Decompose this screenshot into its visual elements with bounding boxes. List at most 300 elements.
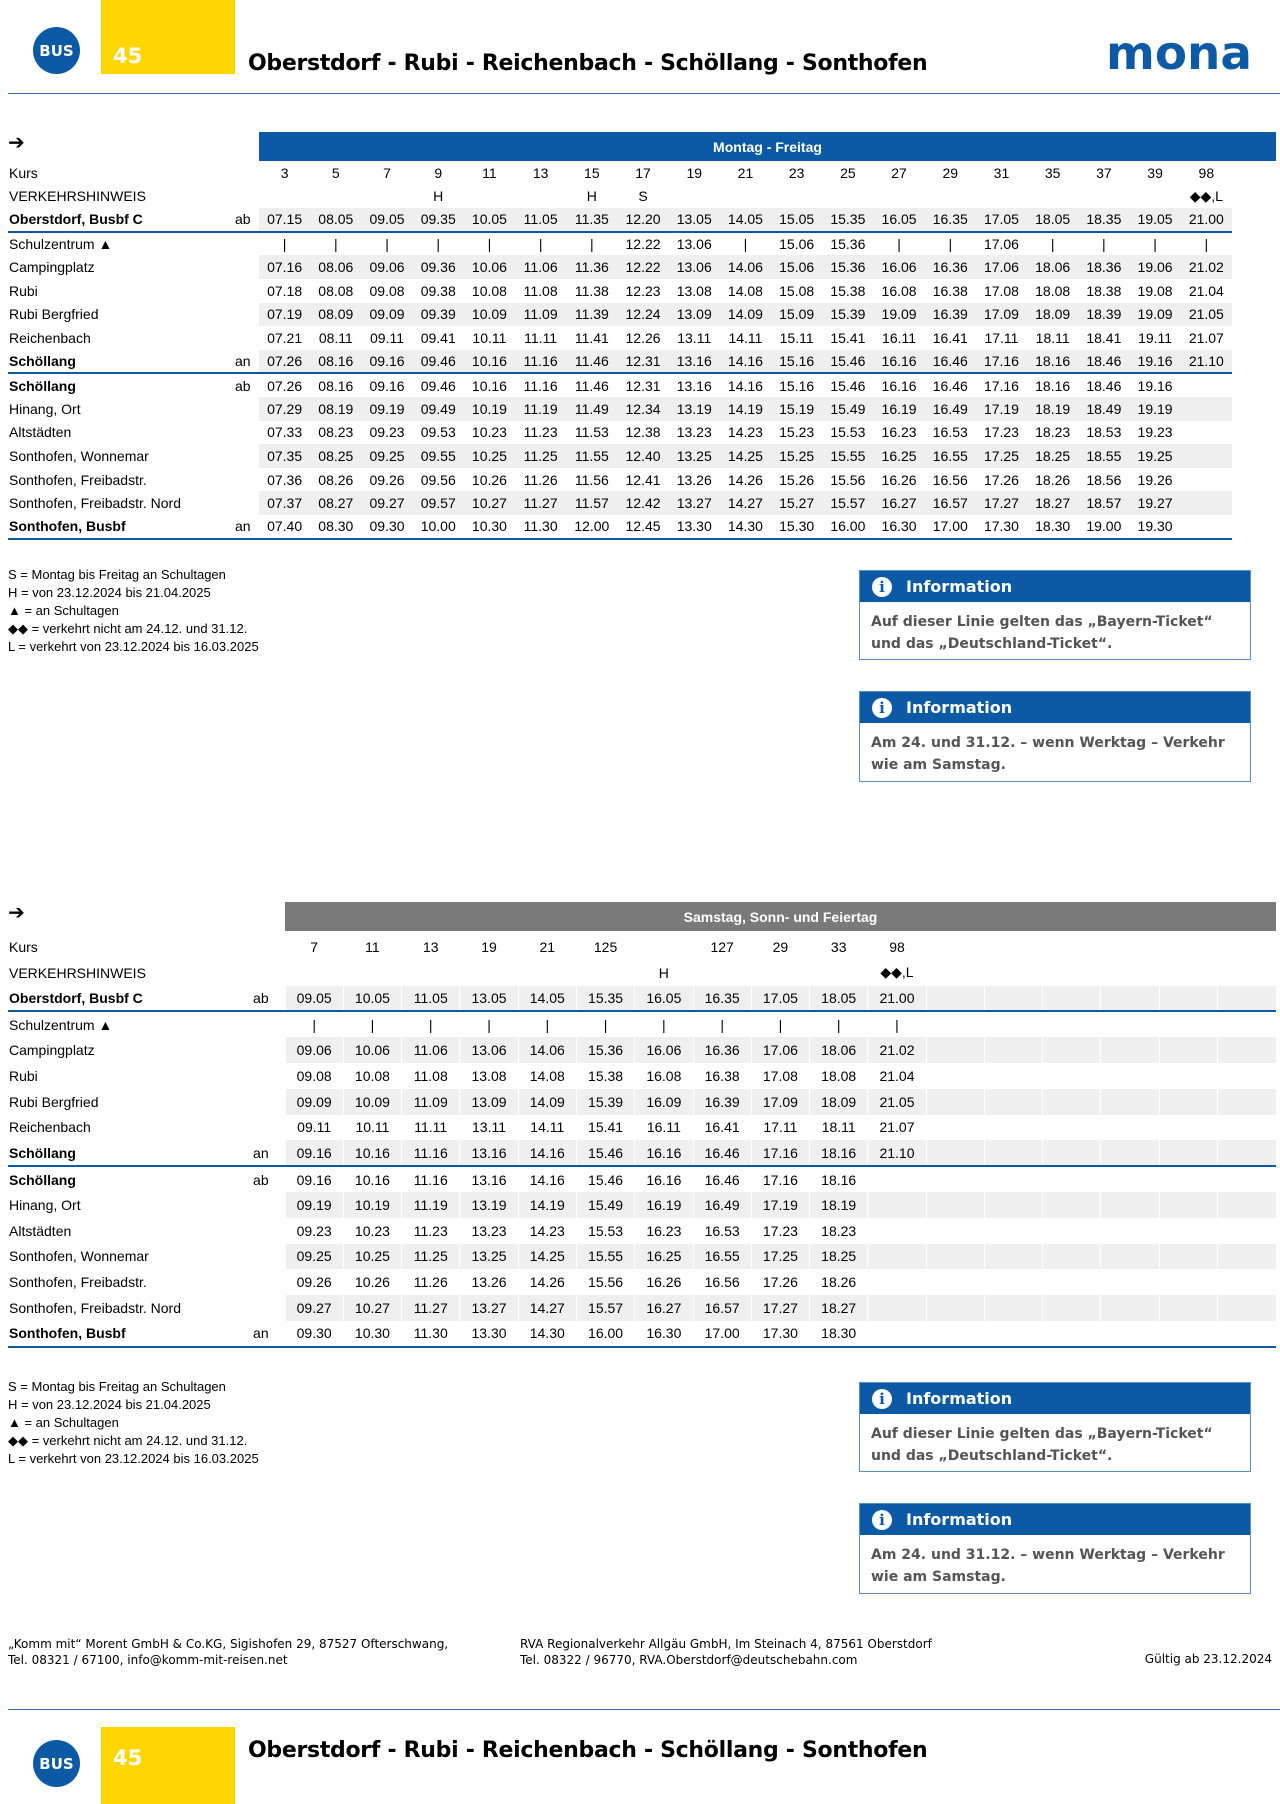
- departure-time: 17.11: [984, 329, 1019, 346]
- stop-name: Sonthofen, Freibadstr.: [9, 1274, 147, 1291]
- departure-time: 17.26: [751, 1269, 809, 1295]
- stop-direction: [235, 468, 259, 492]
- departure-time: [868, 1244, 926, 1270]
- departure-time: 11.16: [523, 377, 558, 394]
- departure-time: 10.09: [343, 1089, 401, 1115]
- stop-direction: an: [235, 515, 259, 539]
- departure-time: 12.22: [625, 236, 661, 253]
- departure-time: 08.27: [310, 491, 361, 515]
- departure-time: 16.53: [693, 1218, 751, 1244]
- departure-time: 12.20: [617, 208, 668, 232]
- stop-name: Reichenbach: [9, 1119, 91, 1136]
- hint-cell: [1129, 185, 1180, 209]
- hint-cell: [822, 185, 873, 209]
- departure-time: [1101, 1140, 1159, 1166]
- table-row: [8, 1166, 1276, 1192]
- departure-time: [1159, 1089, 1217, 1115]
- table-row: [8, 1011, 1276, 1037]
- hint-cell: [771, 185, 822, 209]
- departure-time: 18.27: [810, 1295, 868, 1321]
- departure-time: [1218, 1140, 1276, 1166]
- kurs-number: [984, 934, 1042, 960]
- departure-time: [926, 986, 984, 1012]
- departure-time: 17.26: [983, 471, 1019, 488]
- departure-time: [1181, 397, 1232, 421]
- hint-cell: [810, 960, 868, 986]
- info-box-holiday: [859, 1503, 1251, 1594]
- hint-cell: ◆◆,L: [1189, 187, 1223, 204]
- departure-time: |: [743, 236, 748, 253]
- departure-time: 12.31: [617, 350, 668, 374]
- hint-cell: [515, 185, 566, 209]
- table-row: [8, 373, 1232, 397]
- departure-time: 09.56: [420, 471, 456, 488]
- departure-time: [1218, 1166, 1276, 1192]
- departure-time: 11.08: [402, 1063, 460, 1089]
- departure-time: 09.26: [369, 471, 405, 488]
- legend-line: L = verkehrt von 23.12.2024 bis 16.03.2025: [8, 639, 259, 654]
- departure-time: 10.30: [343, 1321, 401, 1347]
- departure-time: [1218, 1321, 1276, 1347]
- departure-time: 15.06: [779, 236, 815, 253]
- stop-direction: [235, 255, 259, 279]
- info-box-ticket: [859, 570, 1251, 660]
- departure-time: 07.36: [267, 471, 303, 488]
- departure-time: [1043, 1218, 1101, 1244]
- departure-time: 15.46: [830, 377, 866, 394]
- departure-time: 19.09: [1129, 303, 1180, 327]
- departure-time: 11.36: [566, 255, 617, 279]
- departure-time: [1043, 1063, 1101, 1089]
- departure-time: [984, 986, 1042, 1012]
- dir-cell: [235, 185, 259, 209]
- departure-time: 14.05: [720, 208, 771, 232]
- departure-time: 15.05: [771, 208, 822, 232]
- bus-badge: BUS: [33, 27, 80, 74]
- departure-time: [984, 1063, 1042, 1089]
- legend-line: ◆◆ = verkehrt nicht am 24.12. und 31.12.: [8, 621, 248, 636]
- hint-label: VERKEHRSHINWEIS: [9, 964, 146, 981]
- stop-direction: [253, 1269, 285, 1295]
- hint-cell: [1078, 185, 1129, 209]
- departure-time: [984, 1269, 1042, 1295]
- departure-time: 14.27: [720, 491, 771, 515]
- stop-direction: [253, 1244, 285, 1270]
- departure-time: 13.06: [669, 255, 720, 279]
- departure-time: 09.27: [285, 1295, 343, 1321]
- kurs-number: 19: [460, 934, 518, 960]
- line-number: 45: [113, 1746, 143, 1770]
- departure-time: [1101, 1269, 1159, 1295]
- departure-time: [1218, 1115, 1276, 1141]
- departure-time: 14.27: [518, 1295, 576, 1321]
- departure-time: 09.30: [285, 1321, 343, 1347]
- departure-time: 19.23: [1137, 424, 1173, 441]
- departure-time: [926, 1140, 984, 1166]
- departure-time: 21.04: [1188, 282, 1224, 299]
- departure-time: 10.27: [343, 1295, 401, 1321]
- departure-time: 19.30: [1129, 515, 1180, 539]
- departure-time: 11.08: [523, 282, 558, 299]
- departure-time: 10.27: [464, 491, 515, 515]
- departure-time: 16.25: [635, 1244, 693, 1270]
- departure-time: [926, 1295, 984, 1321]
- stop-name: Sonthofen, Freibadstr.: [9, 471, 147, 488]
- departure-time: [1181, 373, 1232, 397]
- departure-time: 21.10: [868, 1140, 926, 1166]
- departure-time: 21.07: [868, 1115, 926, 1141]
- departure-time: [1159, 1140, 1217, 1166]
- info-header: [860, 692, 1250, 723]
- departure-time: [1043, 1115, 1101, 1141]
- departure-time: 09.16: [285, 1140, 343, 1166]
- kurs-number: [1101, 934, 1159, 960]
- departure-time: 15.57: [576, 1295, 634, 1321]
- departure-time: 10.08: [471, 282, 507, 299]
- departure-time: 18.55: [1078, 444, 1129, 468]
- departure-time: 18.46: [1086, 377, 1122, 394]
- departure-time: [1101, 1218, 1159, 1244]
- departure-time: 15.27: [771, 491, 822, 515]
- departure-time: 10.26: [471, 471, 507, 488]
- departure-time: [868, 1218, 926, 1244]
- departure-time: 08.19: [310, 397, 361, 421]
- departure-time: [1218, 1269, 1276, 1295]
- departure-time: 16.41: [932, 329, 968, 346]
- kurs-number: 21: [737, 164, 754, 181]
- stop-direction: [235, 326, 259, 350]
- stop-name: Sonthofen, Busbf: [8, 515, 235, 539]
- bus-badge: BUS: [33, 1740, 80, 1787]
- table-row: [8, 326, 1232, 350]
- direction-arrow-icon: ➔: [8, 900, 25, 924]
- hint-cell: [1043, 960, 1101, 986]
- departure-time: 21.02: [868, 1037, 926, 1063]
- kurs-number: 9: [434, 164, 443, 181]
- departure-time: 14.23: [518, 1218, 576, 1244]
- stop-name: Oberstdorf, Busbf C: [8, 208, 235, 232]
- stop-direction: [235, 491, 259, 515]
- departure-time: 17.27: [751, 1295, 809, 1321]
- departure-time: 09.36: [413, 255, 464, 279]
- departure-time: 13.26: [676, 471, 712, 488]
- departure-time: [1218, 1295, 1276, 1321]
- stop-direction: ab: [235, 377, 251, 394]
- departure-time: |: [693, 1011, 751, 1037]
- kurs-number: 7: [285, 934, 343, 960]
- departure-time: 21.05: [1181, 303, 1232, 327]
- departure-time: 18.25: [810, 1244, 868, 1270]
- departure-time: 13.27: [460, 1295, 518, 1321]
- departure-time: [984, 1011, 1042, 1037]
- departure-time: 16.26: [881, 471, 917, 488]
- departure-time: 17.08: [983, 282, 1019, 299]
- departure-time: 17.00: [925, 515, 976, 539]
- departure-time: 19.11: [1138, 329, 1173, 346]
- departure-time: 10.06: [464, 255, 515, 279]
- kurs-number: 39: [1147, 164, 1163, 181]
- stop-name: Rubi: [9, 282, 38, 299]
- footer-rule: [8, 1709, 1280, 1710]
- departure-time: 08.05: [310, 208, 361, 232]
- table-row: [8, 444, 1232, 468]
- departure-time: [1101, 1166, 1159, 1192]
- departure-time: |: [460, 1011, 518, 1037]
- departure-time: 10.25: [464, 444, 515, 468]
- departure-time: |: [538, 236, 543, 253]
- departure-time: 17.16: [983, 377, 1019, 394]
- hint-cell: [1027, 185, 1078, 209]
- departure-time: 15.16: [779, 377, 815, 394]
- departure-time: 10.19: [464, 397, 515, 421]
- departure-time: 09.39: [413, 303, 464, 327]
- departure-time: 13.05: [669, 208, 720, 232]
- departure-time: 13.16: [460, 1166, 518, 1192]
- departure-time: 17.19: [976, 397, 1027, 421]
- departure-time: 13.09: [669, 303, 720, 327]
- departure-time: [984, 1192, 1042, 1218]
- departure-time: [926, 1218, 984, 1244]
- stop-name: Sonthofen, Freibadstr. Nord: [9, 495, 181, 512]
- departure-time: 15.41: [830, 329, 866, 346]
- kurs-number: 7: [383, 164, 391, 181]
- departure-time: 19.06: [1129, 255, 1180, 279]
- kurs-number: 98: [1198, 164, 1215, 181]
- departure-time: [1218, 1089, 1276, 1115]
- info-header: [860, 1383, 1250, 1414]
- departure-time: 07.18: [267, 282, 303, 299]
- info-text: Am 24. und 31.12. – wenn Werktag – Verkehr wie am Samstag.: [871, 1547, 1225, 1585]
- stop-direction: [235, 444, 259, 468]
- legend: [8, 566, 259, 656]
- departure-time: 13.19: [460, 1192, 518, 1218]
- timetable-grid: [8, 161, 1232, 540]
- departure-time: [1043, 1295, 1101, 1321]
- departure-time: 09.05: [285, 986, 343, 1012]
- departure-time: 15.49: [576, 1192, 634, 1218]
- kurs-number: 5: [331, 164, 340, 181]
- departure-time: 14.30: [518, 1321, 576, 1347]
- stop-name: Altstädten: [9, 424, 72, 441]
- departure-time: 18.16: [810, 1166, 868, 1192]
- departure-time: 12.23: [625, 282, 661, 299]
- stop-direction: [253, 1011, 285, 1037]
- departure-time: 11.56: [574, 471, 609, 488]
- departure-time: [1101, 1063, 1159, 1089]
- departure-time: [1159, 1321, 1217, 1347]
- departure-time: 21.05: [868, 1089, 926, 1115]
- departure-time: 18.19: [1027, 397, 1078, 421]
- departure-time: 10.05: [343, 986, 401, 1012]
- departure-time: 19.26: [1137, 471, 1173, 488]
- departure-time: 17.09: [751, 1089, 809, 1115]
- table-row: [8, 1269, 1276, 1295]
- departure-time: 11.09: [515, 303, 566, 327]
- legend-line: S = Montag bis Freitag an Schultagen: [8, 1379, 226, 1394]
- departure-time: [1181, 515, 1232, 539]
- departure-time: 08.11: [318, 329, 353, 346]
- departure-time: 14.19: [518, 1192, 576, 1218]
- departure-time: 14.16: [727, 377, 763, 394]
- departure-time: [1218, 1244, 1276, 1270]
- departure-time: 15.53: [576, 1218, 634, 1244]
- departure-time: 08.06: [310, 255, 361, 279]
- departure-time: |: [1153, 236, 1157, 253]
- departure-time: [1159, 1244, 1217, 1270]
- departure-time: 15.25: [771, 444, 822, 468]
- departure-time: 09.46: [420, 377, 456, 394]
- departure-time: 16.57: [693, 1295, 751, 1321]
- departure-time: 15.23: [779, 424, 815, 441]
- table-row: [8, 491, 1232, 515]
- departure-time: 16.06: [873, 255, 924, 279]
- info-icon: i: [872, 577, 892, 597]
- departure-time: 12.38: [625, 424, 661, 441]
- departure-time: [984, 1140, 1042, 1166]
- kurs-number: 29: [942, 164, 959, 181]
- departure-time: 14.06: [518, 1037, 576, 1063]
- departure-time: 16.55: [925, 444, 976, 468]
- table-row: [8, 1063, 1276, 1089]
- departure-time: 18.16: [810, 1140, 868, 1166]
- kurs-number: 127: [693, 934, 751, 960]
- departure-time: 10.23: [343, 1218, 401, 1244]
- departure-time: [984, 1166, 1042, 1192]
- departure-time: 11.25: [515, 444, 566, 468]
- stop-direction: [235, 397, 259, 421]
- hint-cell: [720, 185, 771, 209]
- departure-time: 10.16: [343, 1166, 401, 1192]
- departure-time: 16.56: [693, 1269, 751, 1295]
- departure-time: 12.42: [617, 491, 668, 515]
- departure-time: 17.27: [976, 491, 1027, 515]
- departure-time: 09.08: [285, 1063, 343, 1089]
- departure-time: |: [590, 236, 594, 253]
- hint-cell: H: [635, 960, 693, 986]
- operator-imprint-1: [8, 1636, 448, 1668]
- departure-time: 16.41: [693, 1115, 751, 1141]
- legend-line: L = verkehrt von 23.12.2024 bis 16.03.2025: [8, 1451, 259, 1466]
- departure-time: 08.08: [318, 282, 354, 299]
- hint-cell: S: [638, 188, 648, 205]
- kurs-label: Kurs: [9, 164, 38, 181]
- departure-time: |: [576, 1011, 634, 1037]
- departure-time: 09.38: [420, 282, 456, 299]
- departure-time: [1181, 444, 1232, 468]
- departure-time: 14.16: [720, 350, 771, 374]
- departure-time: 07.33: [267, 424, 303, 441]
- stop-direction: [253, 1218, 285, 1244]
- hint-cell: [669, 185, 720, 209]
- departure-time: 09.11: [285, 1115, 343, 1141]
- departure-time: 16.39: [925, 303, 976, 327]
- departure-time: 17.25: [976, 444, 1027, 468]
- stop-name: Schöllang: [8, 1140, 253, 1166]
- departure-time: 18.23: [1035, 424, 1071, 441]
- departure-time: [1043, 1269, 1101, 1295]
- table-row: [8, 232, 1232, 256]
- departure-time: 10.08: [343, 1063, 401, 1089]
- departure-time: 11.49: [566, 397, 617, 421]
- departure-time: |: [282, 236, 287, 253]
- departure-time: 17.30: [976, 515, 1027, 539]
- departure-time: [1043, 1011, 1101, 1037]
- table-row: [8, 350, 1232, 374]
- departure-time: 17.06: [976, 255, 1027, 279]
- departure-time: 14.11: [518, 1115, 576, 1141]
- departure-time: 19.08: [1137, 282, 1173, 299]
- departure-time: [868, 1321, 926, 1347]
- departure-time: 10.26: [343, 1269, 401, 1295]
- departure-time: 15.38: [576, 1063, 634, 1089]
- departure-time: 16.25: [873, 444, 924, 468]
- kurs-number: 17: [635, 164, 651, 181]
- stop-direction: ab: [253, 1171, 269, 1188]
- departure-time: 18.16: [1035, 377, 1071, 394]
- departure-time: 17.05: [976, 208, 1027, 232]
- departure-time: 07.26: [267, 377, 303, 394]
- stop-direction: ab: [235, 208, 259, 232]
- departure-time: |: [751, 1011, 809, 1037]
- departure-time: [926, 1166, 984, 1192]
- departure-time: |: [436, 236, 441, 253]
- dir-cell: [235, 161, 259, 185]
- kurs-number: 125: [576, 934, 634, 960]
- stop-name: Sonthofen, Busbf: [8, 1321, 253, 1347]
- departure-time: [1043, 1089, 1101, 1115]
- departure-time: 17.00: [693, 1321, 751, 1347]
- departure-time: 09.27: [361, 491, 412, 515]
- kurs-number: 13: [402, 934, 460, 960]
- departure-time: 14.08: [727, 282, 763, 299]
- departure-time: 19.05: [1129, 208, 1180, 232]
- departure-time: 15.11: [779, 329, 814, 346]
- departure-time: 18.11: [1035, 329, 1070, 346]
- departure-time: |: [810, 1011, 868, 1037]
- departure-time: 18.36: [1078, 255, 1129, 279]
- departure-time: 14.16: [518, 1140, 576, 1166]
- departure-time: 16.36: [925, 255, 976, 279]
- departure-time: 07.37: [259, 491, 310, 515]
- info-text: Am 24. und 31.12. – wenn Werktag – Verkehr wie am Samstag.: [871, 735, 1225, 773]
- departure-time: 11.55: [566, 444, 617, 468]
- info-icon: i: [872, 1389, 892, 1409]
- departure-time: [1159, 1063, 1217, 1089]
- table-row: [8, 421, 1232, 445]
- departure-time: |: [635, 1011, 693, 1037]
- departure-time: [1159, 1218, 1217, 1244]
- departure-time: [1159, 1115, 1217, 1141]
- departure-time: [1043, 1037, 1101, 1063]
- departure-time: 21.07: [1188, 329, 1224, 346]
- hint-cell: H: [433, 188, 444, 205]
- departure-time: 18.30: [810, 1321, 868, 1347]
- period-header: Montag - Freitag: [259, 132, 1276, 161]
- stop-name: Hinang, Ort: [9, 1196, 81, 1213]
- kurs-number: 13: [532, 164, 549, 181]
- departure-time: 09.11: [370, 329, 405, 346]
- legend-line: S = Montag bis Freitag an Schultagen: [8, 567, 226, 582]
- departure-time: 13.23: [676, 424, 712, 441]
- hint-cell: [1101, 960, 1159, 986]
- kurs-number: 35: [1044, 164, 1061, 181]
- departure-time: 18.56: [1086, 471, 1122, 488]
- departure-time: [926, 1269, 984, 1295]
- dir-cell: [253, 960, 285, 986]
- departure-time: 17.09: [976, 303, 1027, 327]
- departure-time: 08.30: [310, 515, 361, 539]
- departure-time: 09.25: [285, 1244, 343, 1270]
